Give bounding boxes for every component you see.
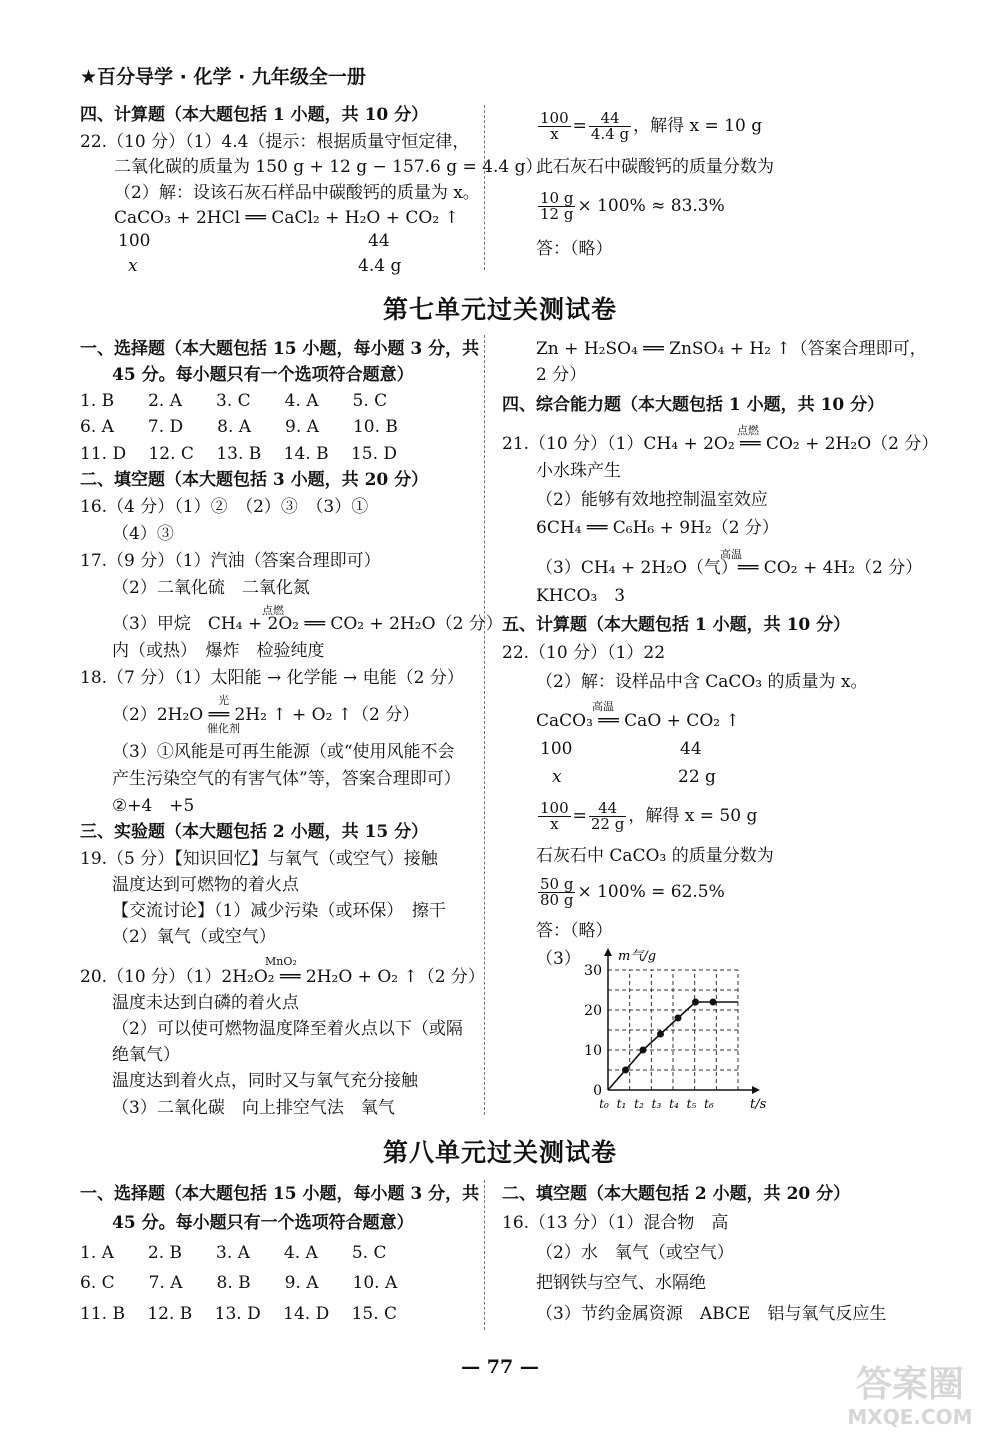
equation-line: Zn + H₂SO₄ ══ ZnSO₄ + H₂ ↑（答案合理即可，	[536, 339, 927, 359]
answer-line: 小水珠产生	[536, 461, 621, 481]
equation-mass: 44	[368, 231, 390, 251]
y-tick-label: 30	[584, 963, 602, 979]
answer-line: 温度未达到白磷的着火点	[112, 993, 299, 1013]
data-point	[692, 999, 699, 1006]
x-tick-label: t₁	[616, 1097, 627, 1111]
equation-mass: 100	[118, 231, 151, 251]
answer-line: 18.（7 分）（1）太阳能 → 化学能 → 电能（2 分）	[80, 668, 464, 688]
x-tick-label: t₅	[686, 1097, 697, 1111]
section-heading: 一、选择题（本大题包括 15 小题，每小题 3 分，共	[80, 1184, 480, 1204]
column-divider	[484, 335, 485, 1115]
answer-line: 绝氧气）	[112, 1045, 180, 1065]
data-point	[640, 1047, 647, 1054]
section-heading: 45 分。每小题只有一个选项符合题意）	[112, 1213, 414, 1233]
answer-line: （2）水 氧气（或空气）	[536, 1243, 734, 1263]
equation-line: （3）甲烷 CH₄ + 2O₂ ══ CO₂ + 2H₂O（2 分）	[112, 614, 503, 634]
answer-line: （2）解：设样品中含 CaCO₃ 的质量为 x。	[536, 672, 868, 692]
x-tick-label: t₆	[704, 1097, 714, 1111]
x-tick-label: t₀	[599, 1097, 609, 1111]
answer-line: 答：（略）	[536, 921, 613, 941]
y-axis-arrow	[604, 948, 612, 956]
answer-line: 17.（9 分）（1）汽油（答案合理即可）	[80, 551, 381, 571]
answer-line: 22.（10 分）（1）22	[502, 643, 666, 663]
answer-line: 温度达到着火点，同时又与氧气充分接触	[112, 1071, 418, 1091]
answer-line: 石灰石中 CaCO₃ 的质量分数为	[536, 846, 774, 866]
condition-label: MnO₂	[265, 955, 297, 968]
answer-line: KHCO₃ 3	[536, 586, 626, 606]
equation-var: x	[552, 767, 562, 787]
mc-answers: 1. A 2. B 3. A 4. A 5. C	[80, 1243, 387, 1263]
percent-line: $\frac{10 g}{12 g}$ × 100% ≈ 83.3%	[540, 189, 725, 223]
answer-line: （2）解：设该石灰石样品中碳酸钙的质量为 x。	[114, 183, 480, 203]
section-heading: 四、计算题（本大题包括 1 小题，共 10 分）	[80, 105, 429, 125]
answer-line: 16.（4 分）（1）② （2）③ （3）①	[80, 497, 369, 517]
condition-label: 光	[218, 694, 229, 707]
answer-line: （2）可以使可燃物温度降至着火点以下（或隔	[112, 1019, 463, 1039]
x-tick-label: t₄	[669, 1097, 679, 1111]
x-axis-label: t/s	[750, 1097, 767, 1112]
answer-line: ②+4 +5	[112, 796, 195, 816]
section-heading: 一、选择题（本大题包括 15 小题，每小题 3 分，共	[80, 339, 480, 359]
equation-line: （2）2H₂O ══ 2H₂ ↑ + O₂ ↑（2 分）	[112, 705, 420, 725]
mc-answers: 11. B 12. B 13. D 14. D 15. C	[80, 1304, 398, 1324]
section-heading: 二、填空题（本大题包括 3 小题，共 20 分）	[80, 470, 429, 490]
condition-label: 高温	[720, 548, 742, 561]
percent-line: $\frac{50 g}{80 g}$ × 100% = 62.5%	[540, 875, 725, 909]
x-tick-label: t₃	[651, 1097, 662, 1111]
x-axis-arrow	[752, 1086, 760, 1094]
answer-line: （3）二氧化碳 向上排空气法 氧气	[112, 1098, 395, 1118]
answer-line: （2）能够有效地控制温室效应	[536, 490, 768, 510]
section-heading: 二、填空题（本大题包括 2 小题，共 20 分）	[502, 1184, 851, 1204]
mc-answers: 1. B 2. A 3. C 4. A 5. C	[80, 391, 388, 411]
answer-line: 16.（13 分）（1）混合物 高	[502, 1213, 729, 1233]
answer-line: 把钢铁与空气、水隔绝	[536, 1273, 706, 1293]
equation-mass: 100	[540, 739, 573, 759]
column-divider	[484, 1180, 485, 1330]
answer-line: 温度达到可燃物的着火点	[112, 875, 299, 895]
ratio-line: $\frac{100}{x}$ = $\frac{44}{22 g}$ ，解得 x = 50 g	[540, 799, 758, 833]
equation-line: 21.（10 分）（1）CH₄ + 2O₂ ══ CO₂ + 2H₂O（2 分）	[502, 434, 939, 454]
mc-answers: 6. C 7. A 8. B 9. A 10. A	[80, 1273, 398, 1293]
equation-line: CaCO₃ + 2HCl ══ CaCl₂ + H₂O + CO₂ ↑	[114, 208, 459, 228]
y-axis-label: m气/g	[618, 949, 657, 964]
answer-line: （4）③	[112, 524, 174, 544]
x-tick-label: t₂	[634, 1097, 644, 1111]
y-tick-label: 10	[584, 1043, 602, 1059]
ratio-line: $\frac{100}{x}$ = $\frac{44}{4.4 g}$ ，解得 x = 10 g	[540, 109, 763, 143]
answer-line: 2 分）	[536, 365, 587, 385]
equation-line: 6CH₄ ══ C₆H₆ + 9H₂（2 分）	[536, 518, 779, 538]
equation-mass: 44	[680, 739, 702, 759]
condition-label: 催化剂	[207, 722, 240, 735]
equation-line: 20.（10 分）（1）2H₂O₂ ══ 2H₂O + O₂ ↑（2 分）	[80, 967, 485, 987]
data-point	[710, 999, 717, 1006]
answer-line: 22.（10 分）（1）4.4（提示：根据质量守恒定律，	[80, 132, 470, 152]
section-heading: 三、实验题（本大题包括 2 小题，共 15 分）	[80, 822, 429, 842]
answer-line: （3）①风能是可再生能源（或“使用风能不会	[112, 742, 455, 762]
answer-line: （3）节约金属资源 ABCE 铝与氧气反应生	[536, 1304, 887, 1324]
data-point	[657, 1031, 664, 1038]
section-heading: 四、综合能力题（本大题包括 1 小题，共 10 分）	[502, 395, 885, 415]
answer-line: 19.（5 分）【知识回忆】与氧气（或空气）接触	[80, 849, 438, 869]
equation-var: 22 g	[678, 767, 716, 787]
condition-label: 点燃	[737, 424, 759, 437]
equation-line: （3）CH₄ + 2H₂O（气）══ CO₂ + 4H₂（2 分）	[536, 558, 923, 578]
page-header-title: ★百分导学 · 化学 · 九年级全一册	[80, 66, 366, 88]
mass-time-chart	[560, 945, 780, 1120]
condition-label: 高温	[592, 700, 614, 713]
data-point	[622, 1067, 629, 1074]
y-tick-label: 20	[584, 1003, 602, 1019]
watermark: 答案圈 MXQE.COM	[847, 1364, 973, 1429]
answer-line: 答：（略）	[536, 239, 613, 259]
page-number: — 77 —	[461, 1356, 539, 1378]
answer-line: （2）氧气（或空气）	[112, 927, 276, 947]
y-tick-label: 0	[593, 1083, 602, 1099]
condition-label: 点燃	[262, 604, 284, 617]
equation-var: 4.4 g	[358, 256, 402, 276]
mc-answers: 11. D 12. C 13. B 14. B 15. D	[80, 444, 398, 464]
answer-line: 此石灰石中碳酸钙的质量分数为	[536, 157, 774, 177]
mc-answers: 6. A 7. D 8. A 9. A 10. B	[80, 417, 398, 437]
answer-line: 产生污染空气的有害气体”等，答案合理即可）	[112, 769, 461, 789]
answer-line: 内（或热） 爆炸 检验纯度	[112, 641, 325, 661]
unit7-title: 第七单元过关测试卷	[382, 295, 617, 324]
section-heading: 五、计算题（本大题包括 1 小题，共 10 分）	[502, 615, 851, 635]
answer-line: 二氧化碳的质量为 150 g + 12 g − 157.6 g = 4.4 g）	[114, 157, 543, 177]
equation-var: x	[128, 256, 138, 276]
unit8-title: 第八单元过关测试卷	[382, 1138, 617, 1167]
equation-line: CaCO₃ ══ CaO + CO₂ ↑	[536, 711, 740, 731]
column-divider	[484, 105, 485, 270]
data-point	[675, 1015, 682, 1022]
section-heading: 45 分。每小题只有一个选项符合题意）	[112, 365, 414, 385]
answer-line: （3）	[536, 949, 581, 969]
answer-line: 【交流讨论】（1）减少污染（或环保） 擦干	[112, 901, 446, 921]
answer-line: （2）二氧化硫 二氧化氮	[112, 578, 310, 598]
